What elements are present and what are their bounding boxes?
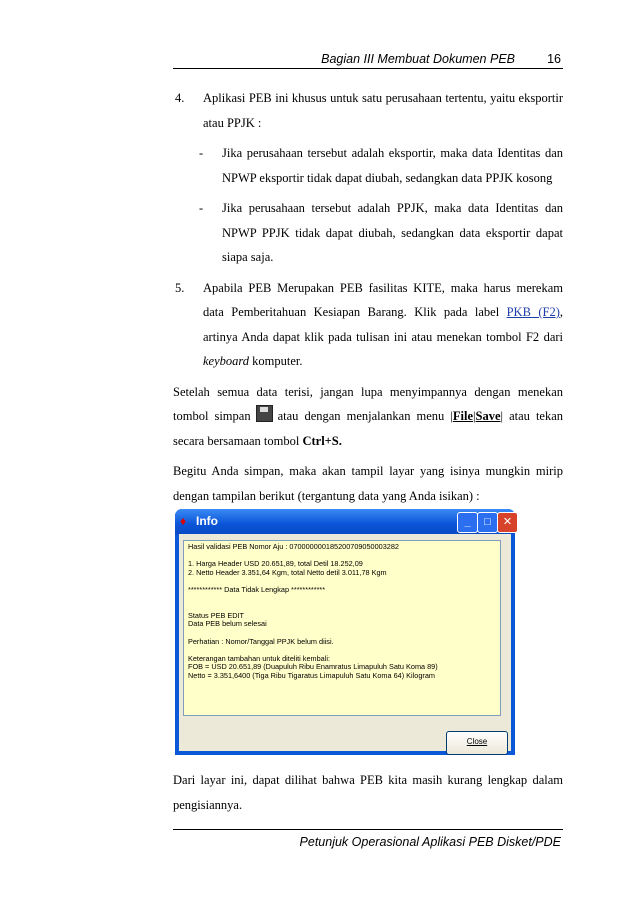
- paragraph-save: [173, 380, 563, 454]
- close-button[interactable]: [446, 731, 508, 755]
- sub-item-text: Jika perusahaan tersebut adalah eksportir, maka data Identitas dan NPWP eksportir tidak dapat diubah, sedangkan data PPJK kosong: [222, 146, 563, 185]
- info-icon: ♦: [180, 514, 187, 528]
- paragraph-after-save: Begitu Anda simpan, maka akan tampil layar yang isinya mungkin mirip dengan tampilan berikut (tergantung data yang Anda isikan) :: [173, 464, 563, 503]
- menu-file: File: [452, 409, 473, 423]
- message-line: Hasil validasi PEB Nomor Aju : 070000000185200709050003282: [188, 542, 399, 551]
- paragraph-conclusion: Dari layar ini, dapat dilihat bahwa PEB kita masih kurang lengkap dalam pengisiannya.: [173, 773, 563, 812]
- sub-item-2: [173, 196, 563, 270]
- item-text: Aplikasi PEB ini khusus untuk satu perusahaan tertentu, yaitu eksportir atau PPJK :: [203, 91, 563, 130]
- sub-item-1: [173, 141, 563, 190]
- menu-save: Save: [475, 409, 501, 423]
- closing-paragraph: [173, 768, 563, 817]
- header-title: Bagian III Membuat Dokumen PEB: [321, 52, 515, 66]
- message-line: Data PEB belum selesai: [188, 619, 267, 629]
- validation-message-box[interactable]: [183, 540, 501, 716]
- para-text: | atau tekan secara bersamaan tombol: [173, 409, 564, 448]
- dialog-titlebar: [175, 509, 515, 534]
- message-line: [188, 595, 496, 604]
- dialog-client-area: [179, 534, 511, 751]
- shortcut-ctrl-s: Ctrl+S.: [302, 433, 342, 448]
- dash-bullet: -: [199, 146, 204, 160]
- save-icon: [256, 405, 273, 422]
- list-item-5: [173, 276, 563, 374]
- document-body: [173, 86, 563, 508]
- message-line: Keterangan tambahan untuk diteliti kembali:: [188, 653, 330, 663]
- item-text-c: komputer.: [249, 354, 303, 368]
- message-line: 2. Netto Header 3.351,64 Kgm, total Netto detil 3.011,78 Kgm: [188, 567, 387, 577]
- dialog-title: Info: [196, 514, 218, 528]
- message-line: FOB = USD 20.651,89 (Duapuluh Ribu Enamratus Limapuluh Satu Koma 89): [188, 662, 438, 672]
- dash-bullet: -: [199, 201, 204, 215]
- item-number: 4.: [175, 91, 185, 105]
- close-window-button[interactable]: ✕: [497, 512, 518, 533]
- sub-item-text: Jika perusahaan tersebut adalah PPJK, maka data Identitas dan NPWP PPJK tidak dapat diubah, sedangkan data eksportir dapat siapa saja.: [222, 201, 563, 264]
- para-text: Setelah semua data terisi, jangan lupa menyimpannya dengan menekan tombol simpan: [173, 384, 563, 423]
- page-footer: [173, 829, 563, 850]
- minimize-button[interactable]: _: [457, 512, 478, 533]
- close-button-label: Close: [466, 737, 488, 746]
- message-line: ************ Data Tidak Lengkap ************: [188, 584, 326, 594]
- item-number: 5.: [175, 280, 185, 295]
- info-dialog-screenshot: [175, 509, 515, 755]
- maximize-button[interactable]: □: [477, 512, 498, 533]
- pkb-link[interactable]: PKB (F2): [506, 305, 560, 319]
- menu-separator: |: [473, 409, 476, 423]
- message-line: Status PEB EDIT: [188, 610, 244, 620]
- page-number: 16: [547, 52, 561, 66]
- list-item-4: [173, 86, 563, 135]
- item-text-b: , artinya Anda dapat klik pada tulisan ini atau menekan tombol F2 dari: [203, 305, 564, 344]
- keyboard-word: keyboard: [203, 354, 250, 368]
- item-text-a: Apabila PEB Merupakan PEB fasilitas KITE, maka harus merekam data Pemberitahuan Kesiapan Barang. Klik pada label: [203, 280, 563, 319]
- para-text: atau dengan menjalankan menu |: [277, 409, 453, 423]
- message-line: 1. Harga Header USD 20.651,89, total Detil 18.252,09: [188, 559, 363, 569]
- message-line: Perhatian : Nomor/Tanggal PPJK belum diisi.: [188, 636, 334, 646]
- message-line: Netto = 3.351,6400 (Tiga Ribu Tigaratus Limapuluh Satu Koma 64) Kilogram: [188, 670, 435, 680]
- footer-text: Petunjuk Operasional Aplikasi PEB Disket/PDE: [299, 835, 561, 849]
- page-header: [173, 50, 563, 69]
